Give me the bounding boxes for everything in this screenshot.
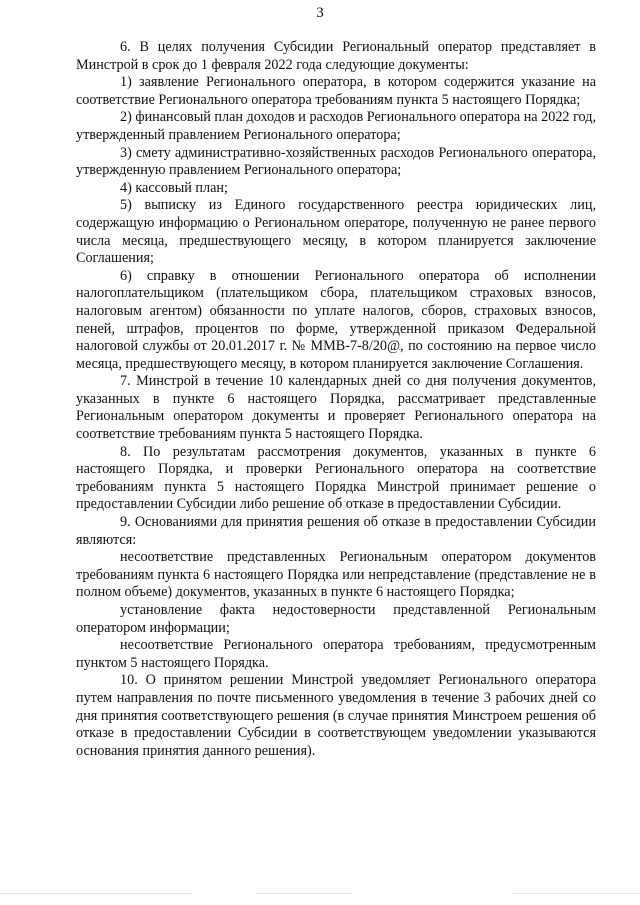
document-body: [76, 39, 596, 760]
list-item-6-2: 2) финансовый план доходов и расходов Регионального оператора на 2022 год, утвержденный правлением Регионального оператора;: [76, 109, 596, 143]
list-item-9-2: установление факта недостоверности представленной Региональным оператором информации;: [76, 602, 596, 636]
paragraph-10: 10. О принятом решении Минстрой уведомляет Регионального оператора путем направления по почте письменного уведомления в течение 3 рабочих дней со дня принятия соответствующего решения (в случае принятия Минстроем решения об отказе в предоставлении Субсидии в соответствующем уведомлении указываются основания принятия данного решения).: [76, 672, 596, 759]
list-item-9-1: несоответствие представленных Региональным оператором документов требованиям пункта 6 настоящего Порядка или непредставление (представление не в полном объеме) документов, указанных в пункте 6 настоящего Порядка;: [76, 549, 596, 601]
list-item-6-4: 4) кассовый план;: [120, 179, 228, 196]
paragraph-9: 9. Основаниями для принятия решения об отказе в предоставлении Субсидии являются:: [76, 514, 596, 548]
paragraph-6: 6. В целях получения Субсидии Региональный оператор представляет в Минстрой в срок до 1 февраля 2022 года следующие документы:: [76, 39, 596, 73]
paragraph-8: 8. По результатам рассмотрения документов, указанных в пункте 6 настоящего Порядка, и проверки Регионального оператора на соответствие требованиям пункта 5 настоящего Порядка Минстрой принимает решение о предоставлении Субсидии либо решение об отказе в предоставлении Субсидии.: [76, 443, 596, 513]
list-item-6-6: 6) справку в отношении Регионального оператора об исполнении налогоплательщиком (плательщиком сбора, плательщиком страховых взносов, налоговым агентом) обязанности по уплате налогов, сборов, страховых взносов, пеней, штрафов, процентов по форме, утвержденной приказом Федеральной налоговой службы от 20.01.2017 г. № ММВ-7-8/20@, по состоянию на первое число месяца, предшествующего месяцу, в котором планируется заключение Соглашения.: [76, 267, 596, 372]
paragraph-7: 7. Минстрой в течение 10 календарных дней со дня получения документов, указанных в пункте 6 настоящего Порядка, рассматривает представленные Региональным оператором документы и проверяет Регионального оператора на соответствие требованиям пункта 5 настоящего Порядка.: [76, 373, 596, 443]
list-item-6-1: 1) заявление Регионального оператора, в котором содержится указание на соответствие Регионального оператора требованиям пункта 5 настоящего Порядка;: [76, 74, 596, 108]
scan-edge-line: [0, 893, 640, 894]
list-item-6-5: 5) выписку из Единого государственного реестра юридических лиц, содержащую информацию о Региональном операторе, полученную не ранее первого числа месяца, предшествующего месяцу, в котором планируется заключение Соглашения;: [76, 197, 596, 267]
list-item-9-3: несоответствие Регионального оператора требованиям, предусмотренным пунктом 5 настоящего Порядка.: [76, 637, 596, 671]
page-number: 3: [316, 5, 324, 21]
list-item-6-3: 3) смету административно-хозяйственных расходов Регионального оператора, утвержденную правлением Регионального оператора;: [76, 144, 596, 179]
